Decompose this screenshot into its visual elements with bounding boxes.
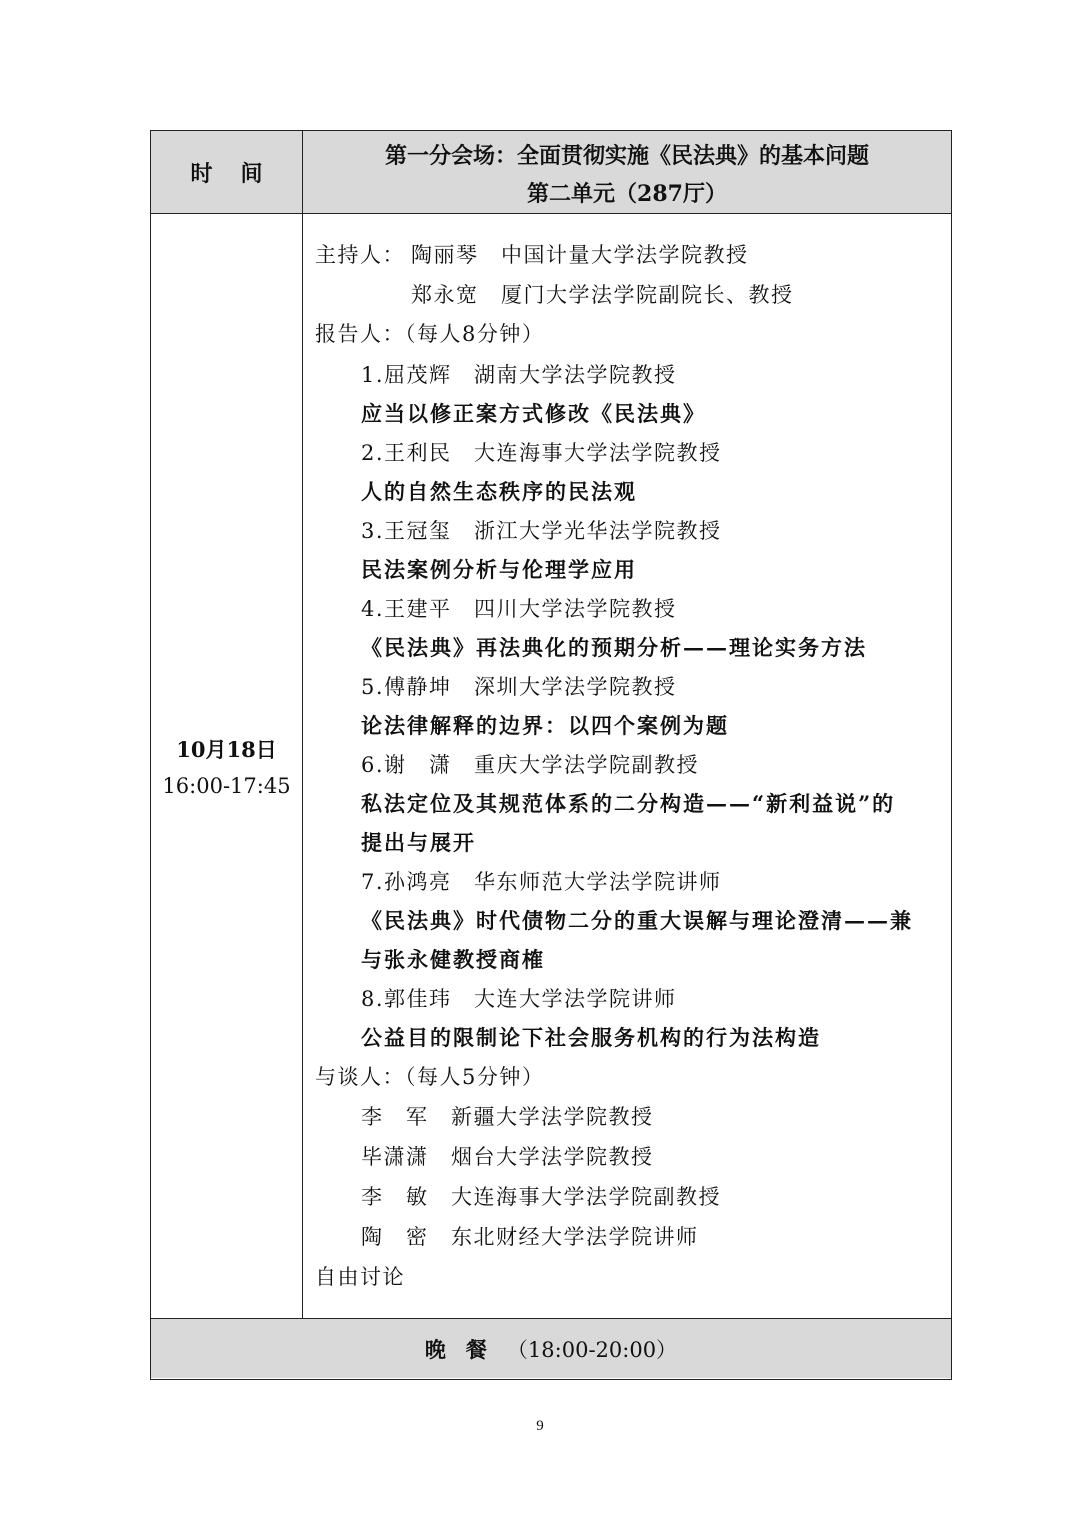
schedule-table xyxy=(150,130,952,1380)
session-title-line2: 第二单元（287厅） xyxy=(527,181,727,207)
date-cell xyxy=(151,214,302,1318)
discussant-1: 李 军 新疆大学法学院教授 xyxy=(361,1105,654,1129)
discussant-4: 陶 密 东北财经大学法学院讲师 xyxy=(361,1225,699,1249)
session-row xyxy=(151,214,951,1319)
report-8-speaker: 8.郭佳玮 大连大学法学院讲师 xyxy=(361,987,677,1011)
header-session-title xyxy=(302,131,951,213)
page-number: 9 xyxy=(536,1418,544,1434)
header-time-label: 时间 xyxy=(190,160,291,187)
reporters-label: 报告人：（每人8分钟） xyxy=(315,322,545,346)
session-time: 16:00-17:45 xyxy=(162,774,291,798)
report-7-title-line1: 《民法典》时代债物二分的重大误解与理论澄清——兼 xyxy=(361,908,913,933)
report-2-title: 人的自然生态秩序的民法观 xyxy=(361,479,637,504)
report-5-speaker: 5.傅静坤 深圳大学法学院教授 xyxy=(361,675,677,699)
report-7-title-line2: 与张永健教授商榷 xyxy=(361,947,545,972)
discussants-label: 与谈人：（每人5分钟） xyxy=(315,1065,545,1089)
report-2-speaker: 2.王利民 大连海事大学法学院教授 xyxy=(361,441,722,465)
report-6-title-line2: 提出与展开 xyxy=(361,830,476,855)
dinner-time: （18:00-20:00） xyxy=(506,1337,678,1362)
report-7-speaker: 7.孙鸿亮 华东师范大学法学院讲师 xyxy=(361,870,722,894)
report-6-speaker: 6.谢 潇 重庆大学法学院副教授 xyxy=(361,753,700,777)
table-header-row xyxy=(151,131,951,214)
discussant-3: 李 敏 大连海事大学法学院副教授 xyxy=(361,1185,721,1209)
content-cell xyxy=(302,214,951,1318)
report-5-title: 论法律解释的边界：以四个案例为题 xyxy=(361,713,729,738)
report-3-speaker: 3.王冠玺 浙江大学光华法学院教授 xyxy=(361,519,722,543)
report-6-title-line1: 私法定位及其规范体系的二分构造——“新利益说”的 xyxy=(361,791,896,816)
session-title-line1: 第一分会场：全面贯彻实施《民法典》的基本问题 xyxy=(384,143,869,169)
report-8-title: 公益目的限制论下社会服务机构的行为法构造 xyxy=(361,1025,821,1050)
report-3-title: 民法案例分析与伦理学应用 xyxy=(361,557,637,582)
dinner-row xyxy=(151,1319,951,1378)
host-1: 陶丽琴 中国计量大学法学院教授 xyxy=(411,243,749,267)
report-1-speaker: 1.屈茂辉 湖南大学法学院教授 xyxy=(361,363,677,387)
report-4-title: 《民法典》再法典化的预期分析——理论实务方法 xyxy=(361,635,867,660)
host-2: 郑永宽 厦门大学法学院副院长、教授 xyxy=(411,283,794,307)
session-date: 10月18日 xyxy=(176,737,277,762)
free-discussion: 自由讨论 xyxy=(315,1265,405,1289)
dinner-label: 晚餐 xyxy=(424,1336,507,1362)
hosts-label: 主持人： xyxy=(315,243,405,267)
discussant-2: 毕潇潇 烟台大学法学院教授 xyxy=(361,1145,654,1169)
report-1-title: 应当以修正案方式修改《民法典》 xyxy=(361,401,706,426)
report-4-speaker: 4.王建平 四川大学法学院教授 xyxy=(361,597,677,621)
